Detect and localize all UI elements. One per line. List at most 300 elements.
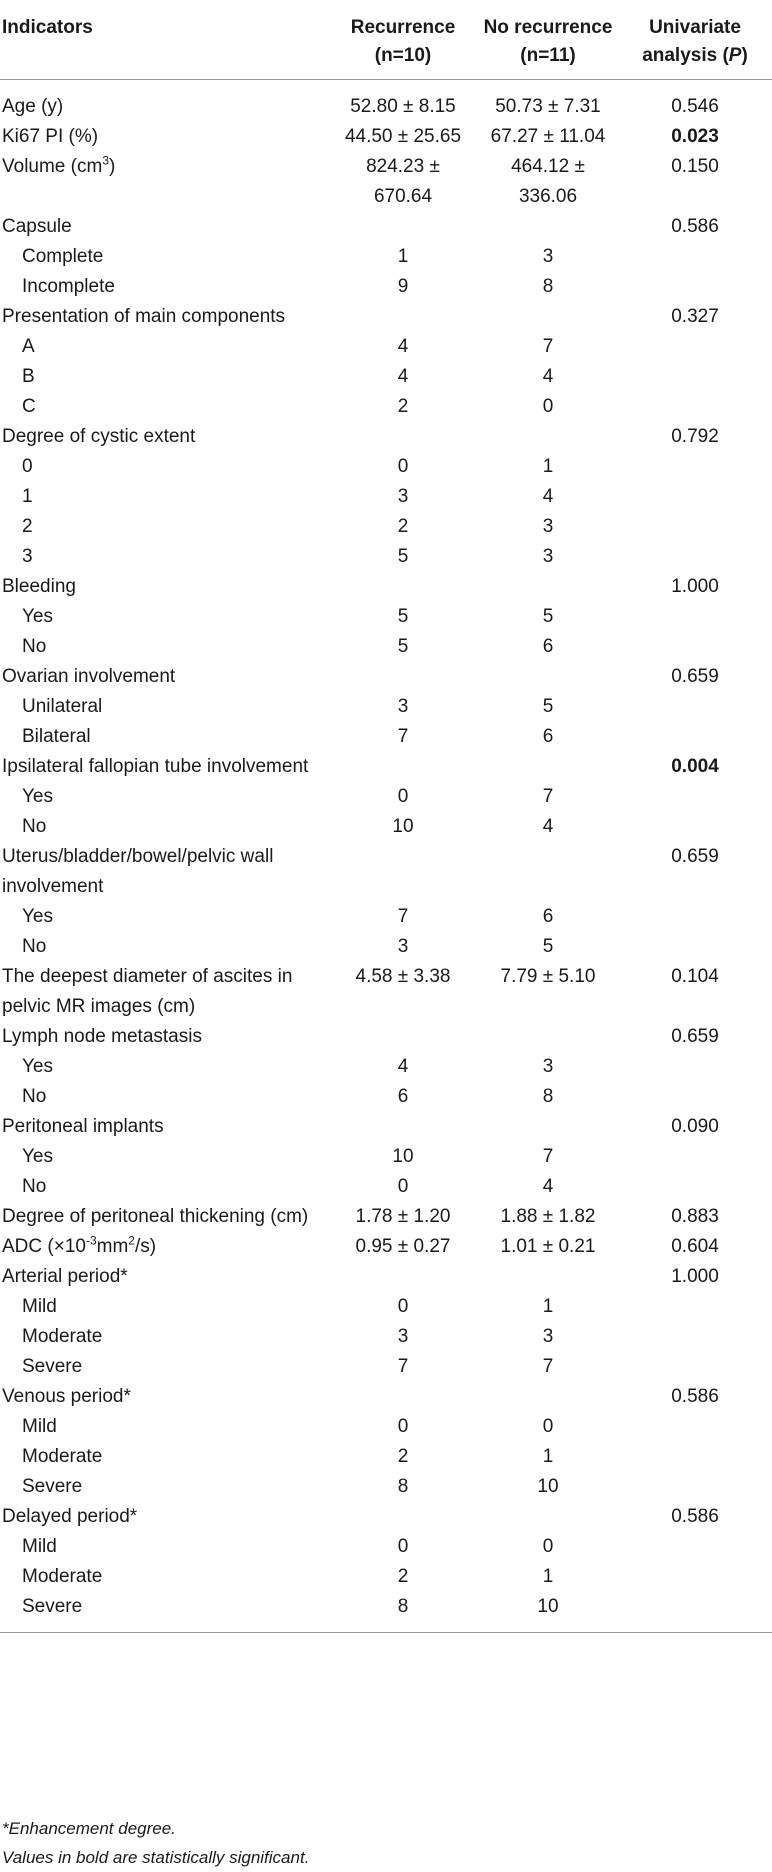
recurrence-value bbox=[328, 1022, 478, 1052]
table-subrow bbox=[0, 452, 772, 482]
no-recurrence-value bbox=[478, 752, 618, 782]
p-value: 0.327 bbox=[671, 306, 719, 327]
p-value bbox=[618, 332, 772, 362]
p-value: 0.586 bbox=[671, 1506, 719, 1527]
row-label-label-sup2: 2 bbox=[128, 1233, 135, 1248]
recurrence-value-text: 3 bbox=[397, 696, 409, 717]
table-row bbox=[0, 152, 772, 212]
recurrence-value bbox=[328, 1412, 478, 1442]
table-subrow bbox=[0, 1442, 772, 1472]
recurrence-value bbox=[328, 1382, 478, 1412]
header-no-recurrence: No recurrence (n=11) bbox=[478, 6, 618, 80]
row-label: The deepest diameter of ascites in pelvic MR images (cm) bbox=[2, 966, 293, 1017]
recurrence-value bbox=[328, 512, 478, 542]
row-label: Uterus/bladder/bowel/pelvic wall involvement bbox=[2, 846, 274, 897]
p-value: 0.659 bbox=[671, 846, 719, 867]
no-recurrence-value-text: 464.12 ± 336.06 bbox=[511, 156, 585, 207]
p-value bbox=[618, 692, 772, 722]
table-subrow bbox=[0, 272, 772, 302]
recurrence-value bbox=[328, 1442, 478, 1472]
table-row bbox=[0, 422, 772, 452]
no-recurrence-value bbox=[478, 1022, 618, 1052]
recurrence-value-text: 4 bbox=[397, 336, 409, 357]
recurrence-value bbox=[328, 392, 478, 422]
row-label-label-suffix: /s) bbox=[134, 1236, 157, 1257]
recurrence-value bbox=[328, 902, 478, 932]
row-label: Capsule bbox=[2, 216, 72, 237]
table-row bbox=[0, 1112, 772, 1142]
row-label: Severe bbox=[22, 1596, 83, 1617]
row-label: Yes bbox=[22, 606, 53, 627]
p-value: 0.604 bbox=[671, 1236, 719, 1257]
no-recurrence-value-text: 5 bbox=[542, 696, 554, 717]
recurrence-value bbox=[328, 152, 478, 212]
recurrence-value bbox=[328, 122, 478, 152]
row-label: Arterial period* bbox=[2, 1266, 128, 1287]
table-subrow bbox=[0, 1292, 772, 1322]
table-subrow bbox=[0, 1352, 772, 1382]
table-subrow bbox=[0, 692, 772, 722]
no-recurrence-value bbox=[478, 1322, 618, 1352]
no-recurrence-value-text: 7 bbox=[542, 786, 554, 807]
footnote-enhancement: *Enhancement degree. bbox=[2, 1819, 176, 1838]
no-recurrence-value bbox=[478, 1262, 618, 1292]
row-label: No bbox=[22, 1176, 47, 1197]
row-label: Yes bbox=[22, 906, 53, 927]
table-subrow bbox=[0, 482, 772, 512]
table-subrow bbox=[0, 1142, 772, 1172]
row-label: Ovarian involvement bbox=[2, 666, 176, 687]
p-value bbox=[618, 542, 772, 572]
recurrence-value bbox=[328, 932, 478, 962]
row-label: Mild bbox=[22, 1416, 57, 1437]
recurrence-value bbox=[328, 542, 478, 572]
row-label: Mild bbox=[22, 1536, 57, 1557]
p-value: 0.659 bbox=[671, 666, 719, 687]
row-label: Moderate bbox=[22, 1446, 103, 1467]
table-row bbox=[0, 752, 772, 782]
no-recurrence-value bbox=[478, 1352, 618, 1382]
no-recurrence-value-text: 8 bbox=[542, 276, 554, 297]
row-label-label-sup: 3 bbox=[102, 153, 109, 168]
no-recurrence-value bbox=[478, 662, 618, 692]
table-subrow bbox=[0, 362, 772, 392]
recurrence-value bbox=[328, 692, 478, 722]
no-recurrence-value-text: 67.27 ± 11.04 bbox=[490, 126, 606, 147]
row-label: Lymph node metastasis bbox=[2, 1026, 202, 1047]
recurrence-value-text: 7 bbox=[397, 1356, 409, 1377]
row-label: 0 bbox=[22, 456, 33, 477]
no-recurrence-value bbox=[478, 1052, 618, 1082]
row-label: A bbox=[22, 336, 35, 357]
p-value: 0.104 bbox=[671, 966, 719, 987]
table-subrow bbox=[0, 1172, 772, 1202]
no-recurrence-value-text: 4 bbox=[542, 816, 554, 837]
recurrence-value-text: 0 bbox=[397, 1536, 409, 1557]
row-label: Presentation of main components bbox=[2, 306, 286, 327]
no-recurrence-value bbox=[478, 1112, 618, 1142]
recurrence-value bbox=[328, 1232, 478, 1262]
table-container bbox=[0, 6, 772, 1633]
p-value bbox=[618, 1172, 772, 1202]
p-value: 0.659 bbox=[671, 1026, 719, 1047]
table-row bbox=[0, 842, 772, 902]
no-recurrence-value-text: 6 bbox=[542, 726, 554, 747]
table-row bbox=[0, 1232, 772, 1262]
table-subrow bbox=[0, 1562, 772, 1592]
p-value bbox=[618, 1082, 772, 1112]
recurrence-value-text: 3 bbox=[397, 1326, 409, 1347]
recurrence-value-text: 824.23 ± 670.64 bbox=[366, 156, 440, 207]
recurrence-value-text: 4.58 ± 3.38 bbox=[355, 966, 451, 987]
row-label-label-sup: -3 bbox=[85, 1233, 97, 1248]
no-recurrence-value-text: 0 bbox=[542, 1416, 554, 1437]
recurrence-value bbox=[328, 722, 478, 752]
row-label: Age (y) bbox=[2, 96, 64, 117]
p-value bbox=[618, 1472, 772, 1502]
recurrence-value-text: 0 bbox=[397, 1176, 409, 1197]
table-subrow bbox=[0, 1052, 772, 1082]
no-recurrence-value bbox=[478, 1142, 618, 1172]
row-label: Venous period* bbox=[2, 1386, 131, 1407]
no-recurrence-value-text: 4 bbox=[542, 1176, 554, 1197]
recurrence-value bbox=[328, 302, 478, 332]
no-recurrence-value-text: 1 bbox=[542, 1566, 554, 1587]
recurrence-value-text: 4 bbox=[397, 1056, 409, 1077]
table-subrow bbox=[0, 932, 772, 962]
p-value bbox=[618, 1292, 772, 1322]
no-recurrence-value bbox=[478, 242, 618, 272]
recurrence-value bbox=[328, 1172, 478, 1202]
p-value bbox=[618, 932, 772, 962]
table-row bbox=[0, 962, 772, 1022]
recurrence-value-text: 10 bbox=[392, 1146, 414, 1167]
p-value: 0.023 bbox=[671, 126, 719, 147]
no-recurrence-value bbox=[478, 692, 618, 722]
table-row bbox=[0, 302, 772, 332]
table-subrow bbox=[0, 902, 772, 932]
row-label: No bbox=[22, 936, 47, 957]
no-recurrence-value-text: 10 bbox=[537, 1476, 559, 1497]
recurrence-value bbox=[328, 1532, 478, 1562]
no-recurrence-value-text: 3 bbox=[542, 1056, 554, 1077]
p-value bbox=[618, 452, 772, 482]
row-label: Severe bbox=[22, 1476, 83, 1497]
recurrence-value bbox=[328, 1502, 478, 1532]
recurrence-value-text: 5 bbox=[397, 546, 409, 567]
recurrence-value bbox=[328, 362, 478, 392]
recurrence-value bbox=[328, 332, 478, 362]
no-recurrence-value bbox=[478, 1592, 618, 1633]
p-value: 0.004 bbox=[671, 756, 719, 777]
recurrence-value-text: 5 bbox=[397, 636, 409, 657]
table-row bbox=[0, 1502, 772, 1532]
recurrence-value bbox=[328, 962, 478, 1022]
recurrence-value bbox=[328, 80, 478, 123]
row-label: Bleeding bbox=[2, 576, 76, 597]
p-value bbox=[618, 602, 772, 632]
row-label: Peritoneal implants bbox=[2, 1116, 164, 1137]
table-row bbox=[0, 572, 772, 602]
recurrence-value bbox=[328, 1292, 478, 1322]
recurrence-value-text: 0.95 ± 0.27 bbox=[355, 1236, 451, 1257]
recurrence-value-text: 2 bbox=[397, 1446, 409, 1467]
no-recurrence-value bbox=[478, 932, 618, 962]
table-row bbox=[0, 122, 772, 152]
no-recurrence-value bbox=[478, 902, 618, 932]
recurrence-value bbox=[328, 662, 478, 692]
no-recurrence-value bbox=[478, 512, 618, 542]
p-value bbox=[618, 1352, 772, 1382]
table-body bbox=[0, 80, 772, 1633]
recurrence-value-text: 44.50 ± 25.65 bbox=[344, 126, 462, 147]
recurrence-value bbox=[328, 1322, 478, 1352]
row-label: 3 bbox=[22, 546, 33, 567]
p-value: 1.000 bbox=[671, 576, 719, 597]
recurrence-value-text: 7 bbox=[397, 726, 409, 747]
row-label-label-prefix: Volume (cm bbox=[2, 156, 103, 177]
recurrence-value bbox=[328, 1052, 478, 1082]
recurrence-value-text: 9 bbox=[397, 276, 409, 297]
no-recurrence-value-text: 3 bbox=[542, 516, 554, 537]
row-label-label-suffix: ) bbox=[109, 156, 116, 177]
no-recurrence-value-text: 3 bbox=[542, 546, 554, 567]
p-value bbox=[618, 512, 772, 542]
recurrence-value-text: 6 bbox=[397, 1086, 409, 1107]
table-subrow bbox=[0, 602, 772, 632]
no-recurrence-value-text: 4 bbox=[542, 366, 554, 387]
row-label: Yes bbox=[22, 1146, 53, 1167]
no-recurrence-value bbox=[478, 1082, 618, 1112]
p-value bbox=[618, 242, 772, 272]
no-recurrence-value-text: 1 bbox=[542, 1446, 554, 1467]
no-recurrence-value bbox=[478, 782, 618, 812]
p-value bbox=[618, 722, 772, 752]
table-subrow bbox=[0, 392, 772, 422]
recurrence-value-text: 7 bbox=[397, 906, 409, 927]
p-value: 0.792 bbox=[671, 426, 719, 447]
footnotes bbox=[2, 1814, 762, 1872]
recurrence-value-text: 0 bbox=[397, 1416, 409, 1437]
row-label: 1 bbox=[22, 486, 33, 507]
p-value bbox=[618, 272, 772, 302]
recurrence-value bbox=[328, 1352, 478, 1382]
no-recurrence-value bbox=[478, 1502, 618, 1532]
row-label: Complete bbox=[22, 246, 104, 267]
no-recurrence-value bbox=[478, 452, 618, 482]
no-recurrence-value-text: 6 bbox=[542, 636, 554, 657]
no-recurrence-value-text: 1.01 ± 0.21 bbox=[500, 1236, 596, 1257]
no-recurrence-value-text: 0 bbox=[542, 396, 554, 417]
p-value: 0.090 bbox=[671, 1116, 719, 1137]
row-label: B bbox=[22, 366, 35, 387]
row-label: No bbox=[22, 1086, 47, 1107]
table-header bbox=[0, 6, 772, 80]
recurrence-value bbox=[328, 572, 478, 602]
p-value bbox=[618, 902, 772, 932]
no-recurrence-value-text: 50.73 ± 7.31 bbox=[495, 96, 601, 117]
row-label: Incomplete bbox=[22, 276, 115, 297]
recurrence-value bbox=[328, 212, 478, 242]
p-value bbox=[618, 362, 772, 392]
p-value bbox=[618, 1592, 772, 1633]
recurrence-value bbox=[328, 602, 478, 632]
header-univariate-p: P bbox=[728, 44, 742, 66]
table-subrow bbox=[0, 512, 772, 542]
recurrence-value-text: 0 bbox=[397, 456, 409, 477]
table-subrow bbox=[0, 1592, 772, 1633]
p-value bbox=[618, 1412, 772, 1442]
recurrence-value-text: 5 bbox=[397, 606, 409, 627]
table-subrow bbox=[0, 1472, 772, 1502]
recurrence-value bbox=[328, 242, 478, 272]
no-recurrence-value bbox=[478, 962, 618, 1022]
recurrence-value-text: 4 bbox=[397, 366, 409, 387]
header-univariate-suffix: ) bbox=[741, 44, 748, 66]
recurrence-value bbox=[328, 1202, 478, 1232]
footnote-bold-note: Values in bold are statistically significant. bbox=[2, 1848, 310, 1867]
no-recurrence-value-text: 1.88 ± 1.82 bbox=[500, 1206, 596, 1227]
results-table bbox=[0, 6, 772, 1633]
table-subrow bbox=[0, 812, 772, 842]
row-label: Moderate bbox=[22, 1326, 103, 1347]
table-row bbox=[0, 1202, 772, 1232]
table-subrow bbox=[0, 1082, 772, 1112]
p-value bbox=[618, 782, 772, 812]
row-label: Yes bbox=[22, 1056, 53, 1077]
header-univariate bbox=[618, 6, 772, 80]
table-row bbox=[0, 1022, 772, 1052]
recurrence-value bbox=[328, 1562, 478, 1592]
recurrence-value bbox=[328, 1142, 478, 1172]
p-value: 0.883 bbox=[671, 1206, 719, 1227]
p-value bbox=[618, 1322, 772, 1352]
header-recurrence: Recurrence (n=10) bbox=[328, 6, 478, 80]
p-value bbox=[618, 1532, 772, 1562]
no-recurrence-value-text: 5 bbox=[542, 936, 554, 957]
header-univariate-prefix: Univariate analysis ( bbox=[642, 17, 741, 66]
recurrence-value bbox=[328, 1112, 478, 1142]
p-value bbox=[618, 482, 772, 512]
p-value bbox=[618, 1142, 772, 1172]
no-recurrence-value bbox=[478, 152, 618, 212]
row-label: Ipsilateral fallopian tube involvement bbox=[2, 756, 309, 777]
no-recurrence-value-text: 3 bbox=[542, 1326, 554, 1347]
header-indicators: Indicators bbox=[0, 6, 328, 80]
no-recurrence-value bbox=[478, 1202, 618, 1232]
no-recurrence-value bbox=[478, 1472, 618, 1502]
table-row bbox=[0, 662, 772, 692]
no-recurrence-value-text: 7.79 ± 5.10 bbox=[500, 966, 596, 987]
no-recurrence-value bbox=[478, 272, 618, 302]
row-label: Mild bbox=[22, 1296, 57, 1317]
no-recurrence-value bbox=[478, 572, 618, 602]
no-recurrence-value bbox=[478, 842, 618, 902]
p-value: 0.150 bbox=[671, 156, 719, 177]
no-recurrence-value bbox=[478, 542, 618, 572]
p-value bbox=[618, 392, 772, 422]
no-recurrence-value bbox=[478, 332, 618, 362]
p-value bbox=[618, 632, 772, 662]
no-recurrence-value-text: 10 bbox=[537, 1596, 559, 1617]
recurrence-value bbox=[328, 1262, 478, 1292]
p-value: 0.586 bbox=[671, 1386, 719, 1407]
recurrence-value bbox=[328, 632, 478, 662]
recurrence-value bbox=[328, 482, 478, 512]
recurrence-value bbox=[328, 1592, 478, 1633]
no-recurrence-value bbox=[478, 80, 618, 123]
no-recurrence-value-text: 7 bbox=[542, 1146, 554, 1167]
no-recurrence-value bbox=[478, 302, 618, 332]
recurrence-value bbox=[328, 812, 478, 842]
no-recurrence-value bbox=[478, 482, 618, 512]
row-label: Moderate bbox=[22, 1566, 103, 1587]
p-value bbox=[618, 1442, 772, 1472]
no-recurrence-value bbox=[478, 1382, 618, 1412]
no-recurrence-value bbox=[478, 1232, 618, 1262]
row-label: Yes bbox=[22, 786, 53, 807]
no-recurrence-value bbox=[478, 422, 618, 452]
no-recurrence-value-text: 1 bbox=[542, 1296, 554, 1317]
recurrence-value bbox=[328, 452, 478, 482]
table-subrow bbox=[0, 1532, 772, 1562]
row-label: No bbox=[22, 816, 47, 837]
p-value: 0.586 bbox=[671, 216, 719, 237]
row-label: Severe bbox=[22, 1356, 83, 1377]
no-recurrence-value bbox=[478, 1172, 618, 1202]
no-recurrence-value-text: 0 bbox=[542, 1536, 554, 1557]
no-recurrence-value bbox=[478, 602, 618, 632]
recurrence-value-text: 2 bbox=[397, 396, 409, 417]
recurrence-value-text: 3 bbox=[397, 936, 409, 957]
row-label: 2 bbox=[22, 516, 33, 537]
table-row bbox=[0, 1382, 772, 1412]
recurrence-value-text: 8 bbox=[397, 1476, 409, 1497]
table-subrow bbox=[0, 542, 772, 572]
no-recurrence-value bbox=[478, 1532, 618, 1562]
no-recurrence-value bbox=[478, 632, 618, 662]
no-recurrence-value bbox=[478, 722, 618, 752]
recurrence-value bbox=[328, 782, 478, 812]
recurrence-value-text: 2 bbox=[397, 1566, 409, 1587]
no-recurrence-value-text: 3 bbox=[542, 246, 554, 267]
recurrence-value bbox=[328, 422, 478, 452]
p-value bbox=[618, 1562, 772, 1592]
no-recurrence-value bbox=[478, 812, 618, 842]
recurrence-value-text: 3 bbox=[397, 486, 409, 507]
table-subrow bbox=[0, 332, 772, 362]
recurrence-value-text: 1.78 ± 1.20 bbox=[355, 1206, 451, 1227]
no-recurrence-value bbox=[478, 122, 618, 152]
table-subrow bbox=[0, 722, 772, 752]
p-value: 1.000 bbox=[671, 1266, 719, 1287]
no-recurrence-value bbox=[478, 1562, 618, 1592]
table-subrow bbox=[0, 632, 772, 662]
recurrence-value-text: 1 bbox=[397, 246, 409, 267]
no-recurrence-value-text: 8 bbox=[542, 1086, 554, 1107]
no-recurrence-value bbox=[478, 392, 618, 422]
recurrence-value bbox=[328, 272, 478, 302]
no-recurrence-value bbox=[478, 1292, 618, 1322]
table-subrow bbox=[0, 242, 772, 272]
recurrence-value-text: 0 bbox=[397, 1296, 409, 1317]
recurrence-value bbox=[328, 842, 478, 902]
row-label: Delayed period* bbox=[2, 1506, 138, 1527]
no-recurrence-value-text: 6 bbox=[542, 906, 554, 927]
row-label: No bbox=[22, 636, 47, 657]
no-recurrence-value-text: 1 bbox=[542, 456, 554, 477]
row-label: Bilateral bbox=[22, 726, 91, 747]
